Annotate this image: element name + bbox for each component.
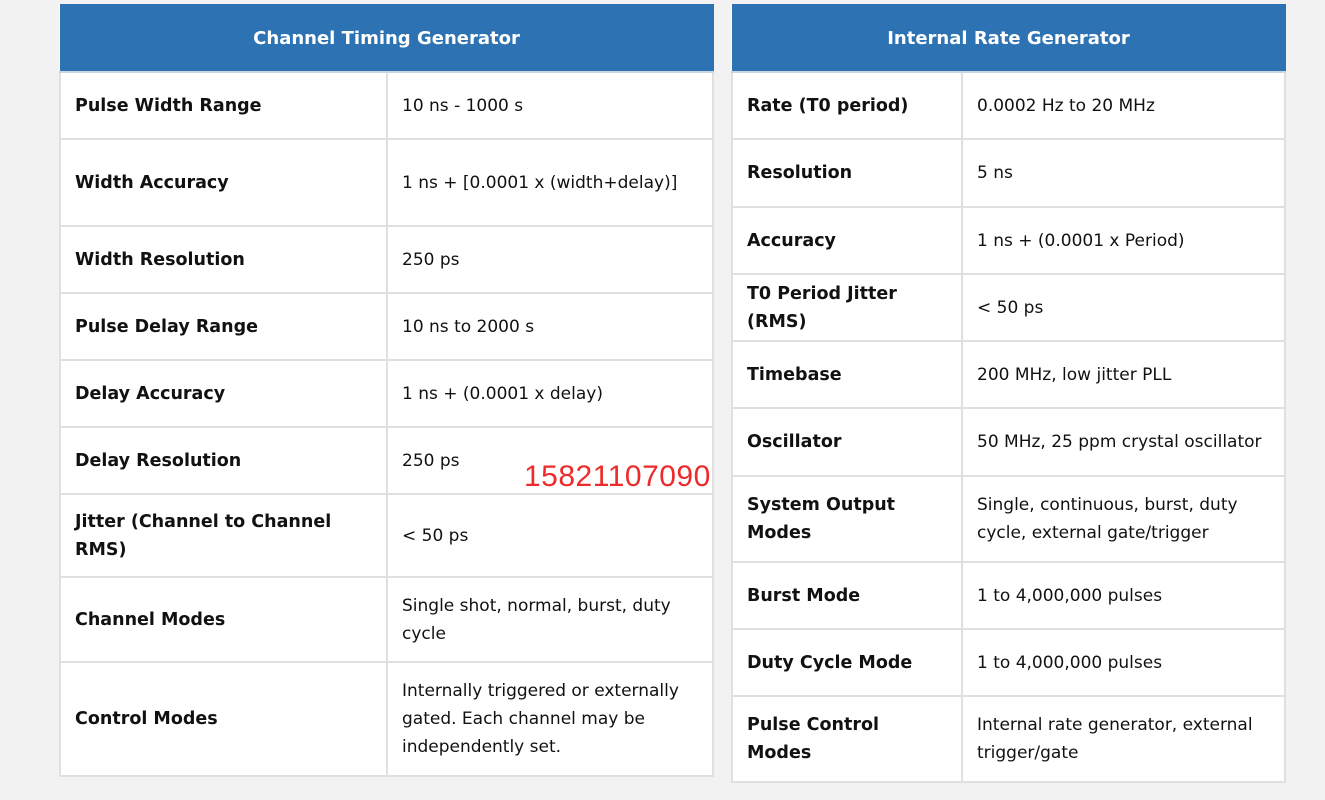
table-title: Channel Timing Generator: [60, 5, 713, 73]
param-label: Rate (T0 period): [732, 72, 962, 139]
param-value: 10 ns to 2000 s: [387, 293, 713, 360]
table-row: [732, 696, 1285, 782]
table-row: [60, 293, 713, 360]
table-header-row: [60, 5, 713, 73]
param-value: Internally triggered or externally gated. Each channel may be independently set.: [387, 662, 713, 776]
table-title: Internal Rate Generator: [732, 5, 1285, 73]
param-label: Accuracy: [732, 207, 962, 274]
param-label: Delay Resolution: [60, 427, 387, 494]
param-label: Burst Mode: [732, 562, 962, 629]
table-row: [732, 629, 1285, 696]
param-value: 1 to 4,000,000 pulses: [962, 562, 1285, 629]
table-row: [60, 577, 713, 662]
param-value: 50 MHz, 25 ppm crystal oscillator: [962, 408, 1285, 476]
param-value: Single shot, normal, burst, duty cycle: [387, 577, 713, 662]
table-row: [732, 341, 1285, 408]
param-label: Delay Accuracy: [60, 360, 387, 427]
param-value: Single, continuous, burst, duty cycle, external gate/trigger: [962, 476, 1285, 562]
param-label: Channel Modes: [60, 577, 387, 662]
param-value: 5 ns: [962, 139, 1285, 207]
table-row: [732, 408, 1285, 476]
phone-number-watermark: 15821107090: [524, 460, 711, 493]
param-value: 10 ns - 1000 s: [387, 72, 713, 139]
table-row: [60, 360, 713, 427]
table-row: [732, 562, 1285, 629]
param-value: 200 MHz, low jitter PLL: [962, 341, 1285, 408]
param-label: Timebase: [732, 341, 962, 408]
internal-rate-generator-table: [731, 4, 1286, 783]
param-label: System Output Modes: [732, 476, 962, 562]
param-label: Resolution: [732, 139, 962, 207]
table-row: [732, 207, 1285, 274]
param-value: 1 ns + [0.0001 x (width+delay)]: [387, 139, 713, 226]
table-row: [60, 662, 713, 776]
param-label: Width Accuracy: [60, 139, 387, 226]
table-row: [60, 139, 713, 226]
param-label: Jitter (Channel to Channel RMS): [60, 494, 387, 577]
param-label: Width Resolution: [60, 226, 387, 293]
param-value: 0.0002 Hz to 20 MHz: [962, 72, 1285, 139]
param-label: Pulse Control Modes: [732, 696, 962, 782]
param-value: < 50 ps: [962, 274, 1285, 341]
param-label: Oscillator: [732, 408, 962, 476]
table-row: [732, 72, 1285, 139]
param-value: 1 ns + (0.0001 x Period): [962, 207, 1285, 274]
table-row: [60, 226, 713, 293]
table-row: [732, 274, 1285, 341]
param-value: Internal rate generator, external trigger/gate: [962, 696, 1285, 782]
param-value: 1 to 4,000,000 pulses: [962, 629, 1285, 696]
param-label: Control Modes: [60, 662, 387, 776]
param-value: 1 ns + (0.0001 x delay): [387, 360, 713, 427]
table-row: [60, 494, 713, 577]
param-label: Pulse Width Range: [60, 72, 387, 139]
table-row: [60, 72, 713, 139]
param-value: < 50 ps: [387, 494, 713, 577]
table-row: [732, 139, 1285, 207]
channel-timing-generator-table: [59, 4, 714, 777]
param-label: T0 Period Jitter (RMS): [732, 274, 962, 341]
param-label: Pulse Delay Range: [60, 293, 387, 360]
param-value: 250 ps: [387, 427, 713, 494]
param-value: 250 ps: [387, 226, 713, 293]
table-header-row: [732, 5, 1285, 73]
param-label: Duty Cycle Mode: [732, 629, 962, 696]
table-row: [732, 476, 1285, 562]
